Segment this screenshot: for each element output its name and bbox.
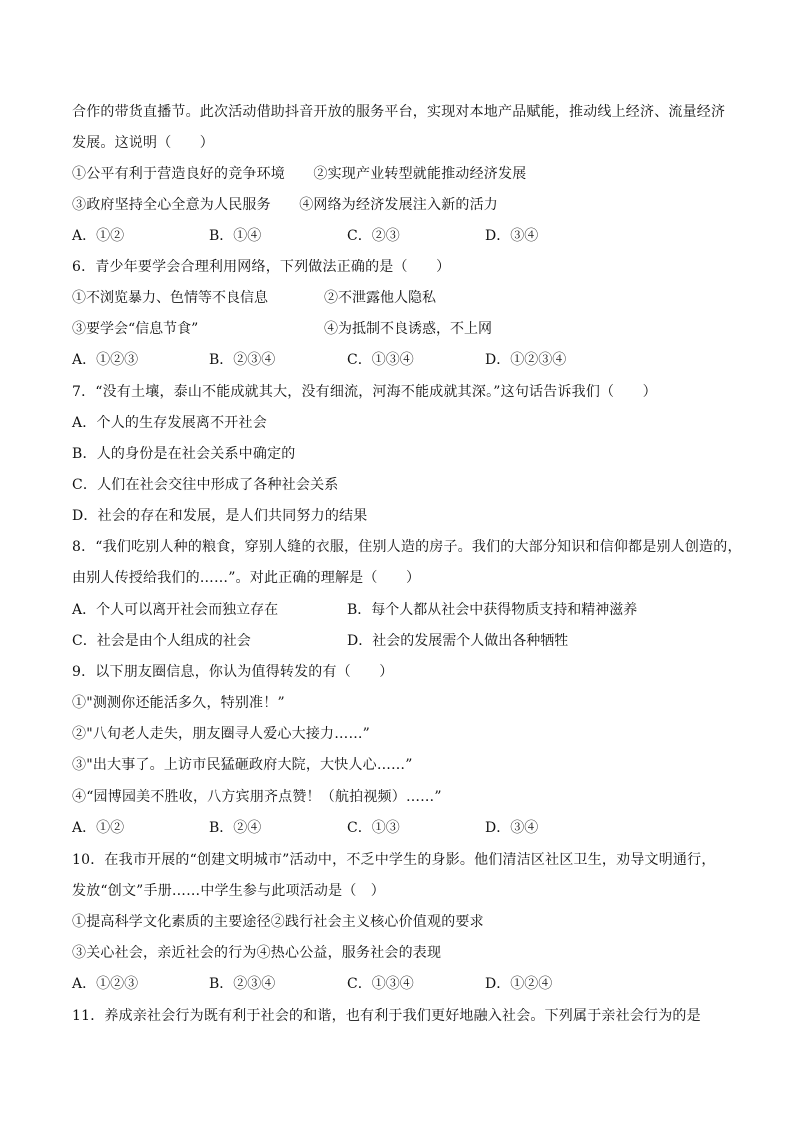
q8-option-a[interactable]: A．个人可以离开社会而独立存在 — [72, 602, 279, 618]
q11-stem: 11．养成亲社会行为既有利于社会的和谐，也有利于我们更好地融入社会。下列属于亲社会行为的是 — [72, 1008, 701, 1024]
q7-option-c[interactable]: C．人们在社会交往中形成了各种社会关系 — [72, 477, 339, 493]
q9-statement-4: ④“园博园美不胜收，八方宾朋齐点赞！（航拍视频）……” — [72, 789, 442, 805]
q8-option-b[interactable]: B．每个人都从社会中获得物质支持和精神滋养 — [347, 602, 638, 618]
q10-option-b[interactable]: B．②③④ — [209, 976, 276, 992]
q7-stem: 7．“没有土壤，泰山不能成就其大，没有细流，河海不能成就其深。”这句话告诉我们（ ） — [72, 384, 657, 400]
q5-option-b[interactable]: B．①④ — [209, 228, 262, 244]
q6-stem: 6．青少年要学会合理利用网络，下列做法正确的是（ ） — [72, 259, 451, 275]
q7-option-d[interactable]: D．社会的存在和发展，是人们共同努力的结果 — [72, 508, 368, 524]
q9-option-a[interactable]: A．①② — [72, 820, 125, 836]
q9-stem: 9．以下朋友圈信息，你认为值得转发的有（ ） — [72, 664, 394, 680]
q9-option-d[interactable]: D．③④ — [485, 820, 539, 836]
q7-option-b[interactable]: B．人的身份是在社会关系中确定的 — [72, 446, 296, 462]
q6-statement-4: ④为抵制不良诱惑，不上网 — [324, 321, 492, 337]
q9-statement-2: ②"八旬老人走失，朋友圈寻人爱心大接力……” — [72, 726, 370, 742]
q10-stem-line2: 发放“创文”手册……中学生参与此项活动是（ ） — [72, 883, 385, 899]
q8-stem-line1: 8．“我们吃别人种的粮食，穿别人缝的衣服，住别人造的房子。我们的大部分知识和信仰都是别人创造的， — [72, 539, 742, 555]
q6-option-b[interactable]: B．②③④ — [209, 352, 276, 368]
q10-option-c[interactable]: C．①③④ — [347, 976, 414, 992]
q9-statement-1: ①"测测你还能活多久，特别准！” — [72, 695, 285, 711]
q5-stem-end: 发展。这说明（ ） — [72, 135, 214, 151]
q6-option-c[interactable]: C．①③④ — [347, 352, 414, 368]
q5-statements-row2: ③政府坚持全心全意为人民服务 ④网络为经济发展注入新的活力 — [72, 197, 498, 213]
q6-option-a[interactable]: A．①②③ — [72, 352, 139, 368]
q9-statement-3: ③"出大事了。上访市民猛砸政府大院，大快人心……” — [72, 757, 413, 773]
q10-statements-row2: ③关心社会，亲近社会的行为④热心公益，服务社会的表现 — [72, 945, 442, 961]
q7-option-a[interactable]: A．个人的生存发展离不开社会 — [72, 415, 267, 431]
q8-stem-line2: 由别人传授给我们的……”。对此正确的理解是（ ） — [72, 570, 421, 586]
q5-option-c[interactable]: C．②③ — [347, 228, 400, 244]
q6-statement-1: ①不浏览暴力、色情等不良信息 — [72, 290, 268, 306]
q10-option-a[interactable]: A．①②③ — [72, 976, 139, 992]
q8-option-d[interactable]: D．社会的发展需个人做出各种牺牲 — [347, 633, 569, 649]
q8-option-c[interactable]: C．社会是由个人组成的社会 — [72, 633, 251, 649]
q6-option-d[interactable]: D．①②③④ — [485, 352, 567, 368]
q10-statements-row1: ①提高科学文化素质的主要途径②践行社会主义核心价值观的要求 — [72, 914, 484, 930]
q9-option-b[interactable]: B．②④ — [209, 820, 262, 836]
q10-option-d[interactable]: D．①②④ — [485, 976, 553, 992]
q5-option-d[interactable]: D．③④ — [485, 228, 539, 244]
q6-statement-3: ③要学会“信息节食” — [72, 321, 199, 337]
q10-stem-line1: 10．在我市开展的“创建文明城市”活动中，不乏中学生的身影。他们清洁区社区卫生，劝导文明通行， — [72, 852, 716, 868]
q5-option-a[interactable]: A．①② — [72, 228, 125, 244]
q5-stem-continued: 合作的带货直播节。此次活动借助抖音开放的服务平台，实现对本地产品赋能，推动线上经济、流量经济 — [72, 104, 726, 120]
q6-statement-2: ②不泄露他人隐私 — [324, 290, 436, 306]
q5-statements-row1: ①公平有利于营造良好的竞争环境 ②实现产业转型就能推动经济发展 — [72, 166, 527, 182]
q9-option-c[interactable]: C．①③ — [347, 820, 400, 836]
